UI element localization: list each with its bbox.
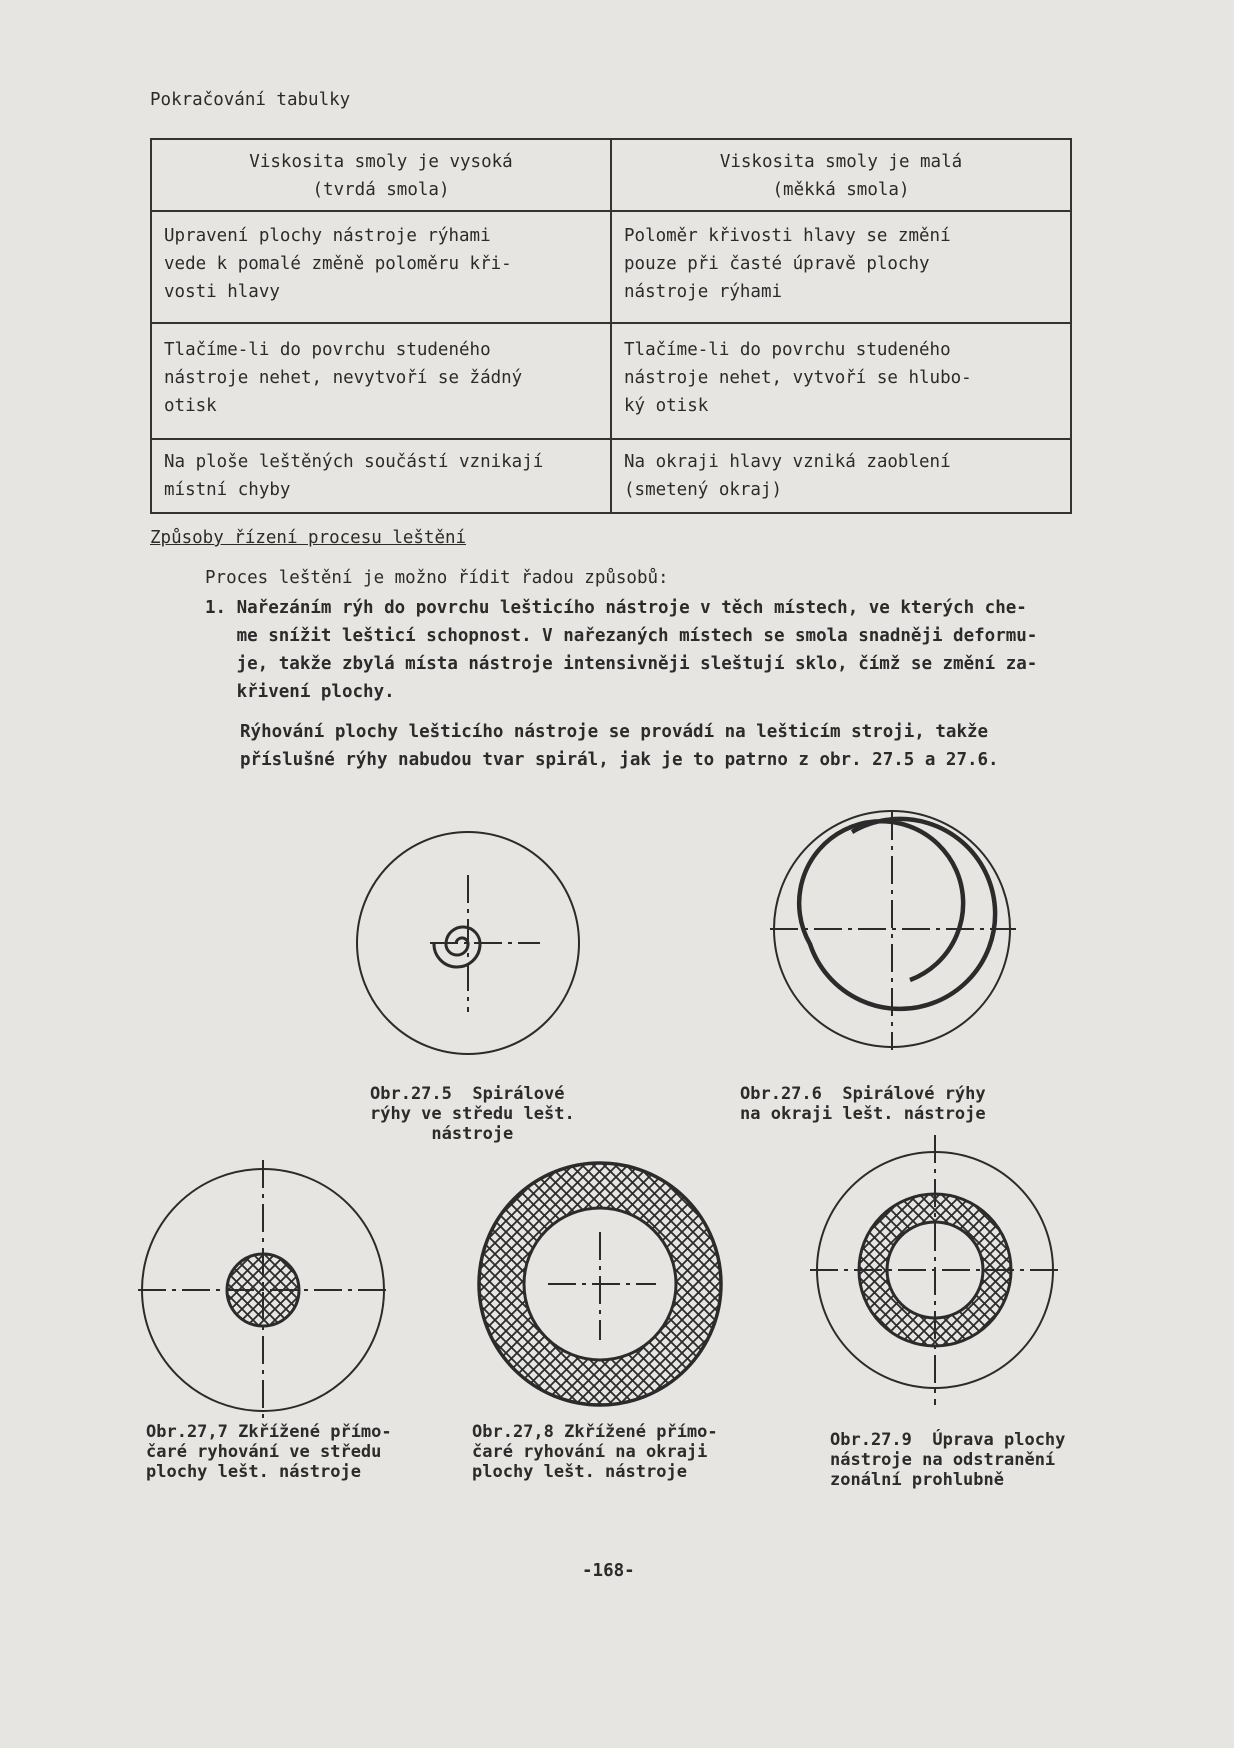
list-item-1-continuation: Rýhování plochy lešticího nástroje se provádí na lešticím stroji, takže příslušné rýhy nabudou tvar spirál, jak je to patrno z obr. 27.5 a 27.6. xyxy=(240,722,999,770)
figure-caption-27-8: Obr.27,8 Zkřížené přímo- čaré ryhování na okraji plochy lešt. nástroje xyxy=(472,1422,718,1482)
figure-27-6-spiral-edge xyxy=(770,811,1016,1050)
table-header-low-viscosity: Viskosita smoly je malá (měkká smola) xyxy=(611,139,1071,211)
figure-caption-27-6: Obr.27.6 Spirálové rýhy na okraji lešt. nástroje xyxy=(740,1084,986,1124)
figure-27-7-crosshatch-center xyxy=(138,1160,390,1420)
figure-27-8-crosshatch-edge xyxy=(479,1163,721,1405)
table-cell: Tlačíme-li do povrchu studeného nástroje nehet, vytvoří se hlubo- ký otisk xyxy=(611,323,1071,439)
section-intro: Proces leštění je možno řídit řadou způsobů: xyxy=(205,568,669,588)
table-cell: Tlačíme-li do povrchu studeného nástroje nehet, nevytvoří se žádný otisk xyxy=(151,323,611,439)
figure-caption-27-7: Obr.27,7 Zkřížené přímo- čaré ryhování ve středu plochy lešt. nástroje xyxy=(146,1422,392,1482)
table-cell: Na okraji hlavy vzniká zaoblení (smetený okraj) xyxy=(611,439,1071,513)
figure-27-5-spiral-center xyxy=(357,832,579,1054)
figure-27-9-zonal-ring xyxy=(810,1135,1062,1405)
figure-caption-27-9: Obr.27.9 Úprava plochy nástroje na odstranění zonální prohlubně xyxy=(830,1430,1066,1490)
list-item-1: 1. Nařezáním rýh do povrchu lešticího nástroje v těch místech, ve kterých che- me snížit lešticí schopnost. V nařezaných místech se smola snadněji deformu- je, takže zbylá místa nástroje intensivněji sleštují sklo, čímž se změní za- křivení plochy. xyxy=(205,598,1038,702)
table-header-high-viscosity: Viskosita smoly je vysoká (tvrdá smola) xyxy=(151,139,611,211)
figure-caption-27-5: Obr.27.5 Spirálové rýhy ve středu lešt. nástroje xyxy=(370,1084,575,1144)
page-number: -168- xyxy=(582,1561,635,1581)
table-cell: Upravení plochy nástroje rýhami vede k pomalé změně poloměru kři- vosti hlavy xyxy=(151,211,611,323)
table-cell: Na ploše leštěných součástí vznikají místní chyby xyxy=(151,439,611,513)
table-cell: Poloměr křivosti hlavy se změní pouze při časté úpravě plochy nástroje rýhami xyxy=(611,211,1071,323)
continuation-heading: Pokračování tabulky xyxy=(150,90,351,110)
section-title: Způsoby řízení procesu leštění xyxy=(150,528,467,548)
